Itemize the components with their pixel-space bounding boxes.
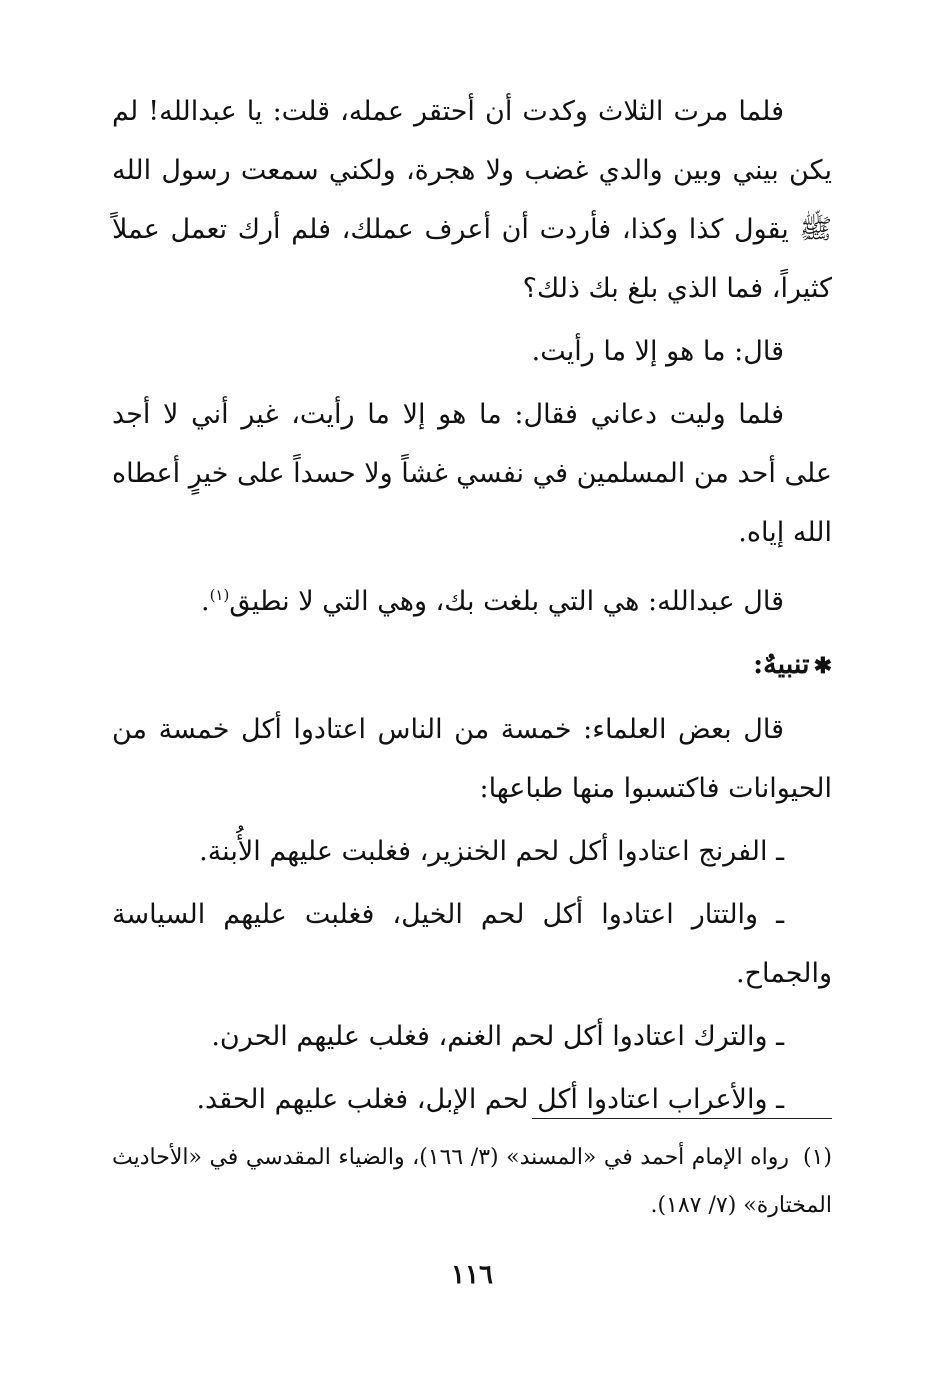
paragraph-4-end: .: [200, 586, 210, 617]
main-text: [112, 82, 832, 1133]
list-item-3: ـ والترك اعتادوا أكل لحم الغنم، فغلب عليهم الحرن.: [211, 1021, 784, 1052]
footnote-text: رواه الإمام أحمد في «المسند» (٣/ ١٦٦)، والضياء المقدسي في «الأحاديث المختارة» (٧/ ١٨٧).: [112, 1145, 832, 1218]
heading-text: تنبيهٌ:: [753, 649, 810, 680]
star-icon: ✱: [813, 653, 832, 679]
section-heading: [112, 635, 832, 696]
list-item-1: ـ الفرنج اعتادوا أكل لحم الخنزير، فغلبت عليهم الأُبنة.: [199, 836, 784, 867]
paragraph-4-text: قال عبدالله: هي التي بلغت بك، وهي التي لا نطيق: [229, 586, 784, 617]
paragraph-2: قال: ما هو إلا ما رأيت.: [531, 336, 784, 367]
footnote-1: [112, 1134, 832, 1230]
paragraph-4: [112, 566, 832, 631]
footnotes: [112, 1134, 832, 1230]
list-item-2: ـ والتتار اعتادوا أكل لحم الخيل، فغلبت عليهم السياسة والجماح.: [112, 899, 832, 989]
footnote-reference: (١): [209, 586, 230, 604]
paragraph-3: فلما وليت دعاني فقال: ما هو إلا ما رأيت، غير أني لا أجد على أحد من المسلمين في نفسي غشاً ولا حسداً على خيرٍ أعطاه الله إياه.: [112, 399, 832, 548]
list-item-4: ـ والأعراب اعتادوا أكل لحم الإبل، فغلب عليهم الحقد.: [196, 1084, 784, 1115]
paragraph-1: فلما مرت الثلاث وكدت أن أحتقر عمله، قلت: يا عبدالله! لم يكن بيني وبين والدي غضب ولا هجرة، ولكني سمعت رسول الله ﷺ يقول كذا وكذا، فأردت أن أعرف عملك، فلم أرك تعمل عملاً كثيراً، فما الذي بلغ بك ذلك؟: [112, 96, 832, 304]
page-number: ١١٦: [451, 1260, 493, 1290]
footnote-number: (١): [803, 1145, 833, 1170]
footnote-separator: [532, 1118, 832, 1119]
paragraph-5: قال بعض العلماء: خمسة من الناس اعتادوا أكل خمسة من الحيوانات فاكتسبوا منها طباعها:: [112, 714, 832, 804]
